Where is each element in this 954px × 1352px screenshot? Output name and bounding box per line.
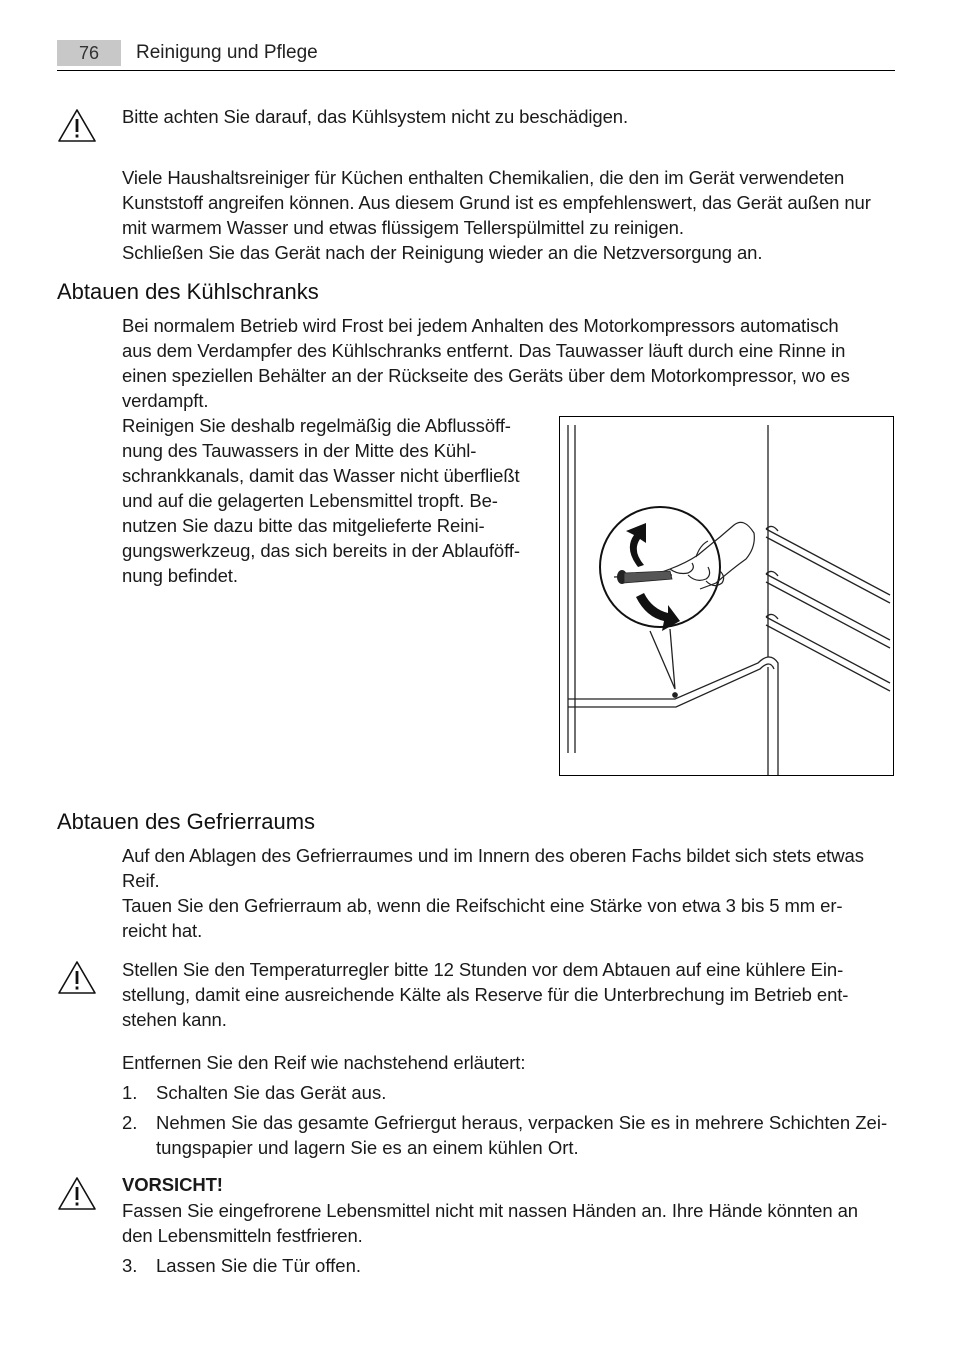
page-number: 76 xyxy=(57,40,121,66)
step-text: Schalten Sie das Gerät aus. xyxy=(156,1082,387,1103)
text-line: Bei normalem Betrieb wird Frost bei jedem Anhalten des Motorkompressors automatisch xyxy=(122,315,839,336)
text-line: Schließen Sie das Gerät nach der Reinigung wieder an die Netzversorgung an. xyxy=(122,242,763,263)
fridge-drain-drawing xyxy=(560,417,893,775)
step-text xyxy=(156,1110,887,1160)
text-line: reicht hat. xyxy=(122,920,203,941)
text-line: gungswerkzeug, das sich bereits in der Ablauföff- xyxy=(122,540,520,561)
text-line: nung befindet. xyxy=(122,565,238,586)
text-line: Reinigen Sie deshalb regelmäßig die Abflussöff- xyxy=(122,415,511,436)
text-line: den Lebensmitteln festfrieren. xyxy=(122,1225,363,1246)
warning-triangle-icon xyxy=(57,960,97,996)
text-line: nung des Tauwassers in der Mitte des Kühl- xyxy=(122,440,477,461)
text-line: verdampft. xyxy=(122,390,209,411)
freezer-warning-text xyxy=(122,957,848,1032)
text-line: Reif. xyxy=(122,870,160,891)
drain-cleaning-illustration xyxy=(559,416,894,776)
steps-intro: Entfernen Sie den Reif wie nachstehend erläutert: xyxy=(122,1052,526,1073)
text-line: stellung, damit eine ausreichende Kälte als Reserve für die Unterbrechung im Betrieb ent- xyxy=(122,984,849,1005)
text-line: Tauen Sie den Gefrierraum ab, wenn die Reifschicht eine Stärke von etwa 3 bis 5 mm er- xyxy=(122,895,843,916)
text-line: Nehmen Sie das gesamte Gefriergut heraus, verpacken Sie es in mehrere Schichten Zei- xyxy=(156,1112,888,1133)
warning-triangle-icon xyxy=(57,108,97,144)
warning-triangle-icon xyxy=(57,1176,97,1212)
step-number: 3. xyxy=(122,1255,138,1276)
text-line: Stellen Sie den Temperaturregler bitte 12 Stunden vor dem Abtauen auf eine kühlere Ein- xyxy=(122,959,844,980)
text-line: und auf die gelagerten Lebensmittel tropft. Be- xyxy=(122,490,498,511)
text-line: Auf den Ablagen des Gefrierraumes und im Innern des oberen Fachs bildet sich stets etwas xyxy=(122,845,864,866)
text-line: nutzen Sie dazu bitte das mitgelieferte Reini- xyxy=(122,515,485,536)
text-line: aus dem Verdampfer des Kühlschranks entfernt. Das Tauwasser läuft durch eine Rinne in xyxy=(122,340,846,361)
fridge-paragraph-1 xyxy=(122,313,850,413)
text-line: Viele Haushaltsreiniger für Küchen enthalten Chemikalien, die den im Gerät verwendeten xyxy=(122,167,845,188)
section-heading-freezer: Abtauen des Gefrierraums xyxy=(57,809,316,834)
text-line: schrankkanals, damit das Wasser nicht überfließt xyxy=(122,465,520,486)
step-text: Lassen Sie die Tür offen. xyxy=(156,1255,362,1276)
text-line: mit warmem Wasser und etwas flüssigem Tellerspülmittel zu reinigen. xyxy=(122,217,684,238)
text-line: Kunststoff angreifen können. Aus diesem Grund ist es empfehlenswert, das Gerät außen nur xyxy=(122,192,871,213)
section-heading-fridge: Abtauen des Kühlschranks xyxy=(57,279,319,304)
text-line: tungspapier und lagern Sie es an einem kühlen Ort. xyxy=(156,1137,579,1158)
fridge-paragraph-2 xyxy=(122,413,520,588)
header-rule xyxy=(57,70,895,71)
intro-paragraph xyxy=(122,165,871,265)
freezer-paragraph-1 xyxy=(122,843,864,943)
running-header: Reinigung und Pflege xyxy=(136,42,318,63)
step-number: 1. xyxy=(122,1082,138,1103)
caution-title: VORSICHT! xyxy=(122,1174,223,1195)
step-number: 2. xyxy=(122,1112,138,1133)
caution-text xyxy=(122,1198,858,1248)
text-line: einen speziellen Behälter an der Rückseite des Geräts über dem Motorkompressor, wo es xyxy=(122,365,850,386)
text-line: Fassen Sie eingefrorene Lebensmittel nicht mit nassen Händen an. Ihre Hände könnten an xyxy=(122,1200,858,1221)
warning-text: Bitte achten Sie darauf, das Kühlsystem nicht zu beschädigen. xyxy=(122,106,629,127)
text-line: stehen kann. xyxy=(122,1009,227,1030)
